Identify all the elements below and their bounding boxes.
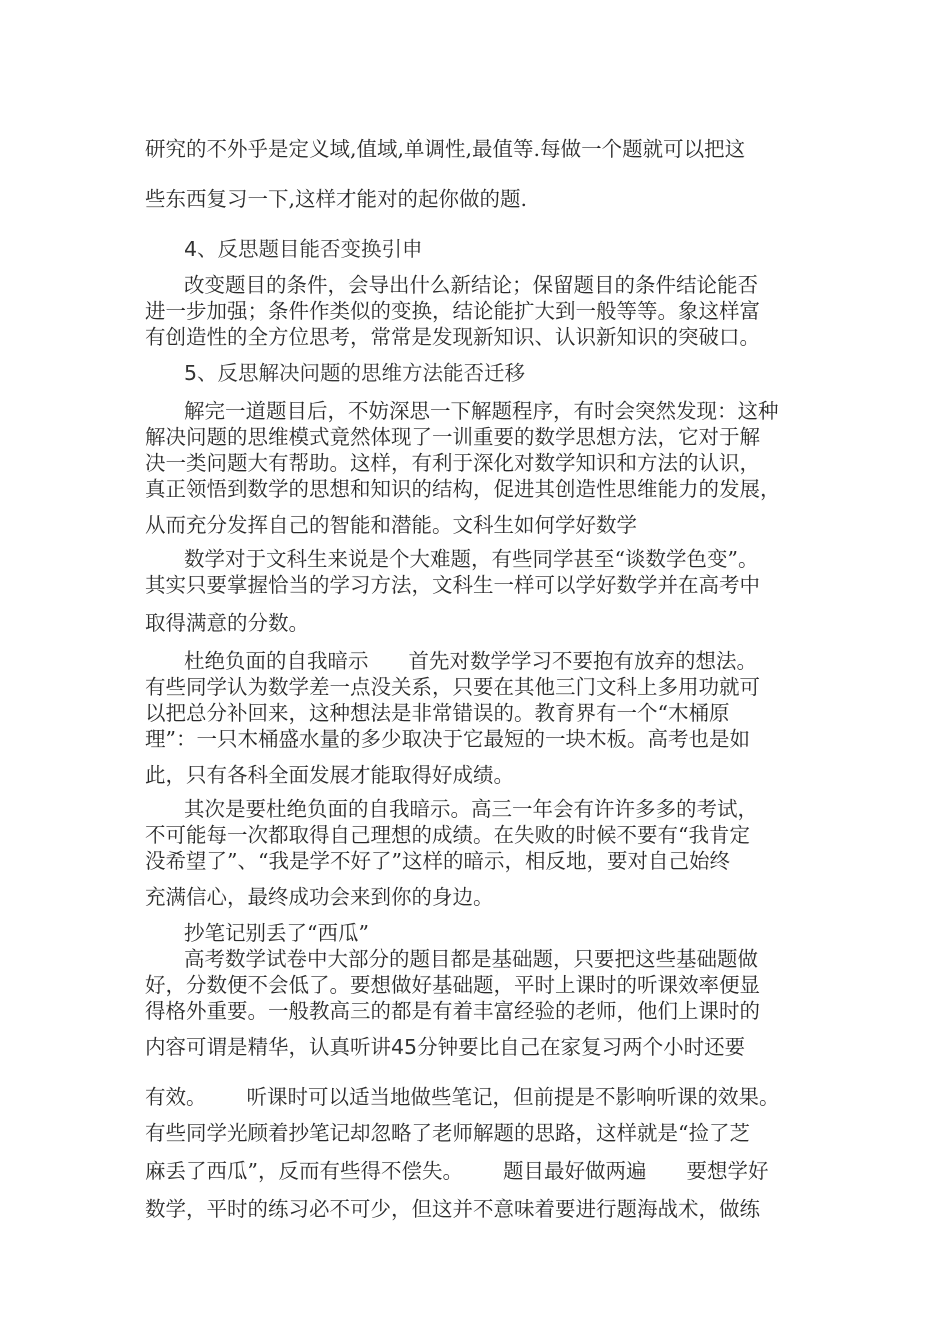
text-line: 数学对于文科生来说是个大难题，有些同学甚至“谈数学色变”。 xyxy=(184,547,759,571)
text-line: 充满信心，最终成功会来到你的身边。 xyxy=(145,885,494,909)
text-line: 以把总分补回来，这种想法是非常错误的。教育界有一个“木桶原 xyxy=(145,701,730,725)
text-line: 此，只有各科全面发展才能取得好成绩。 xyxy=(145,763,514,787)
text-line: 解决问题的思维模式竟然体现了一训重要的数学思想方法，它对于解 xyxy=(145,425,760,449)
text-segment: 麻丢了西瓜”，反而有些得不偿失。 xyxy=(145,1159,463,1183)
text-line: 数学，平时的练习必不可少，但这并不意味着要进行题海战术，做练 xyxy=(145,1197,760,1221)
text-line: 没希望了”、“我是学不好了”这样的暗示，相反地，要对自己始终 xyxy=(145,849,730,873)
section-heading: 5、反思解决问题的思维方法能否迁移 xyxy=(184,361,526,385)
subheading-inline: 杜绝负面的自我暗示 xyxy=(184,649,369,673)
text-line: 高考数学试卷中大部分的题目都是基础题，只要把这些基础题做 xyxy=(184,947,758,971)
text-line: 解完一道题目后，不妨深思一下解题程序，有时会突然发现：这种 xyxy=(184,399,779,423)
text-segment: 分钟要比自己在家复习两个小时还要 xyxy=(417,1035,746,1059)
subheading-inline: 题目最好做两遍 xyxy=(502,1159,647,1183)
text-segment: 内容可谓是精华，认真听讲 xyxy=(145,1035,391,1059)
text-line xyxy=(145,1034,745,1060)
text-line: 其实只要掌握恰当的学习方法，文科生一样可以学好数学并在高考中 xyxy=(145,573,760,597)
text-line: 有些同学认为数学差一点没关系，只要在其他三门文科上多用功就可 xyxy=(145,675,760,699)
text-line: 好，分数便不会低了。要想做好基础题，平时上课时的听课效率便显 xyxy=(145,973,760,997)
number-text: 45 xyxy=(391,1035,418,1059)
text-line xyxy=(145,1084,780,1110)
text-line: 不可能每一次都取得自己理想的成绩。在失败的时候不要有“我肯定 xyxy=(145,823,750,847)
text-line xyxy=(184,648,757,674)
text-line: 其次是要杜绝负面的自我暗示。高三一年会有许许多多的考试， xyxy=(184,797,758,821)
text-line: 有创造性的全方位思考，常常是发现新知识、认识新知识的突破口。 xyxy=(145,325,760,349)
text-segment: 首先对数学学习不要抱有放弃的想法。 xyxy=(408,649,757,673)
text-line: 研究的不外乎是定义域,值域,单调性,最值等.每做一个题就可以把这 xyxy=(145,137,746,161)
text-line: 改变题目的条件，会导出什么新结论；保留题目的条件结论能否 xyxy=(184,273,758,297)
subheading: 抄笔记别丢了“西瓜” xyxy=(184,921,369,945)
section-heading: 4、反思题目能否变换引申 xyxy=(184,237,423,261)
text-line: 真正领悟到数学的思想和知识的结构，促进其创造性思维能力的发展， xyxy=(145,477,781,501)
text-segment: 要想学好 xyxy=(686,1159,769,1183)
text-line: 些东西复习一下,这样才能对的起你做的题. xyxy=(145,187,528,211)
text-line: 进一步加强；条件作类似的变换，结论能扩大到一般等等。象这样富 xyxy=(145,299,760,323)
text-line xyxy=(145,1158,768,1184)
text-line: 从而充分发挥自己的智能和潜能。文科生如何学好数学 xyxy=(145,513,637,537)
text-line: 决一类问题大有帮助。这样，有利于深化对数学知识和方法的认识， xyxy=(145,451,760,475)
text-line: 有些同学光顾着抄笔记却忽略了老师解题的思路，这样就是“捡了芝 xyxy=(145,1121,750,1145)
text-line: 得格外重要。一般教高三的都是有着丰富经验的老师，他们上课时的 xyxy=(145,999,760,1023)
text-segment: 听课时可以适当地做些笔记，但前提是不影响听课的效果。 xyxy=(246,1085,780,1109)
text-line: 取得满意的分数。 xyxy=(145,611,309,635)
text-line: 理”：一只木桶盛水量的多少取决于它最短的一块木板。高考也是如 xyxy=(145,727,750,751)
text-segment: 有效。 xyxy=(145,1085,207,1109)
